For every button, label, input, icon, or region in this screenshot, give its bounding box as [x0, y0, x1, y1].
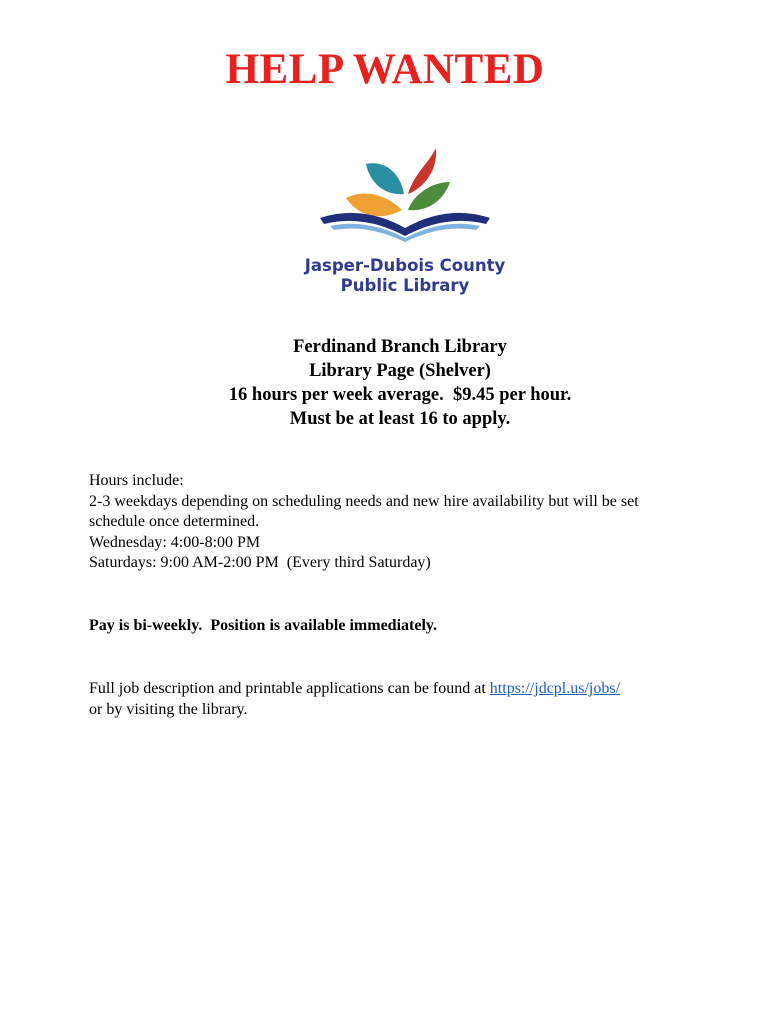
hours-label: Hours include:: [89, 472, 184, 489]
wednesday-hours: Wednesday: 4:00-8:00 PM: [89, 533, 261, 551]
apply-line-2: or by visiting the library.: [89, 701, 248, 718]
leaves-and-book-icon: [300, 144, 510, 299]
logo-text-line2: Public Library: [340, 276, 470, 295]
logo-text-line1: Jasper-Dubois County: [304, 256, 506, 275]
age-requirement: Must be at least 16 to apply.: [289, 409, 511, 429]
branch-name: Ferdinand Branch Library: [293, 337, 507, 357]
orange-leaf-icon: [346, 194, 402, 217]
hours-section: [89, 471, 749, 574]
saturday-hours: Saturdays: 9:00 AM-2:00 PM (Every third Saturday): [89, 554, 431, 571]
hours-and-pay: 16 hours per week average. $9.45 per hour.: [228, 385, 572, 405]
pay-note: Pay is bi-weekly. Position is available immediately.: [89, 617, 437, 634]
weekdays-line-1: 2-3 weekdays depending on scheduling needs and new hire availability but will be set: [89, 492, 639, 510]
job-summary: [0, 335, 770, 431]
jobs-link[interactable]: https://jdcpl.us/jobs/: [489, 680, 621, 697]
position-title: Library Page (Shelver): [309, 361, 491, 381]
apply-text: Full job description and printable applications can be found at: [89, 680, 490, 697]
help-wanted-title: HELP WANTED: [225, 46, 545, 93]
apply-section: [89, 678, 749, 720]
weekdays-line-2: schedule once determined.: [89, 513, 260, 530]
teal-leaf-icon: [366, 163, 404, 194]
library-logo: [300, 144, 510, 299]
